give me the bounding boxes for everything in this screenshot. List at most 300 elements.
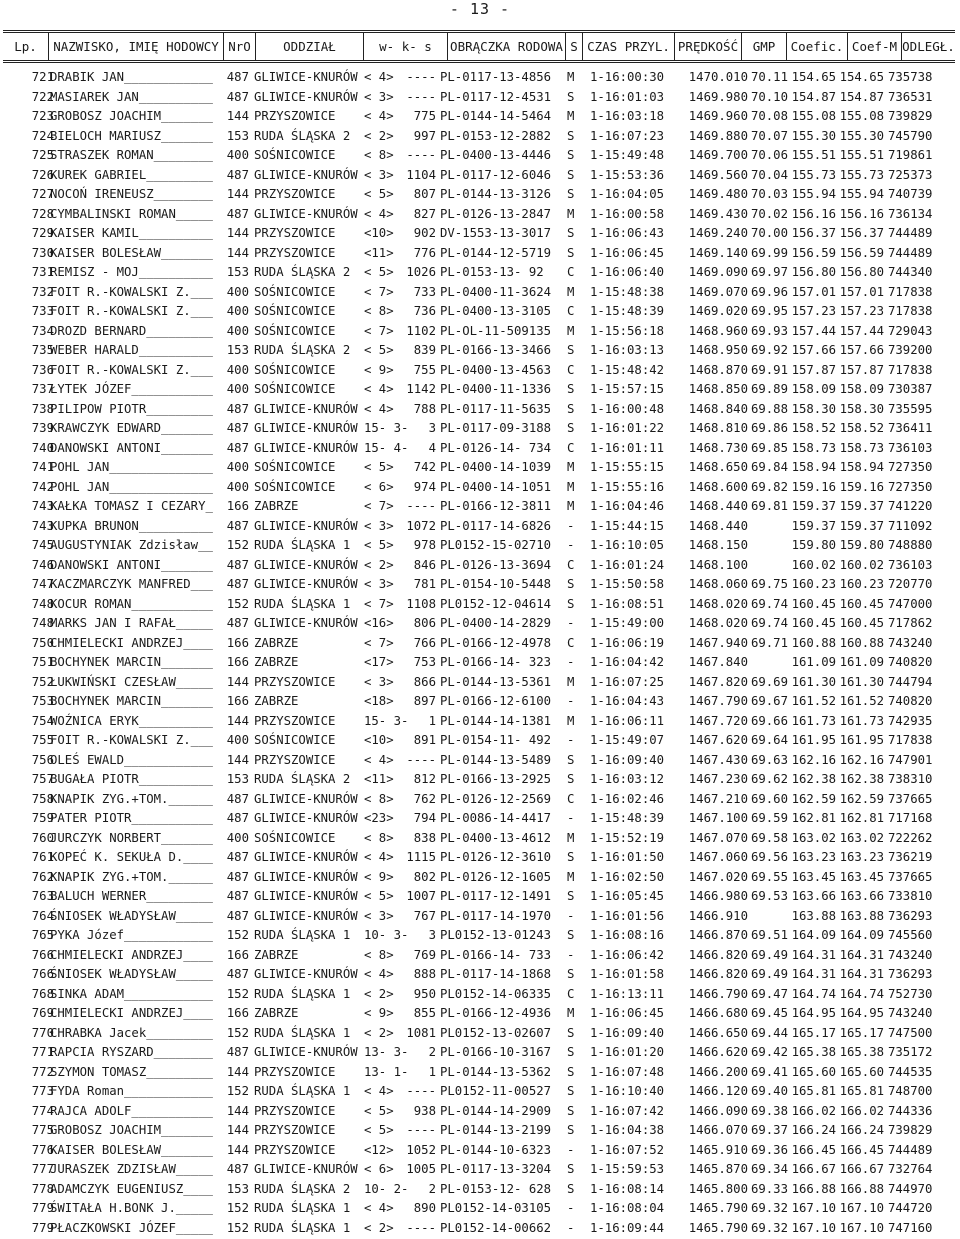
cell-lp: 733 — [31, 304, 54, 318]
cell-name: AUGUSTYNIAK Zdzisław__ — [50, 538, 213, 552]
cell-ring-prefix: 733 — [413, 284, 436, 299]
cell-gmp: 69.58 — [750, 830, 788, 845]
cell-ring: PL-0117-14-1970 — [440, 908, 552, 923]
cell-gmp: 69.84 — [750, 460, 788, 474]
cell-wks: 15- 4- — [364, 440, 409, 455]
table-row — [0, 244, 960, 264]
cell-arrival: 1-16:01:56 — [590, 908, 665, 923]
cell-distance: 720770 — [888, 577, 933, 591]
cell-coef-m: 157.44 — [839, 323, 884, 338]
cell-nro: 487 — [226, 967, 249, 981]
cell-nro: 153 — [226, 343, 249, 357]
table-row — [0, 1180, 960, 1200]
cell-sex: - — [567, 1142, 575, 1157]
cell-arrival: 1-15:49:07 — [590, 733, 665, 747]
cell-name: WEBER HARALD__________ — [50, 343, 213, 357]
cell-arrival: 1-16:13:11 — [590, 986, 665, 1001]
cell-nro: 152 — [226, 986, 249, 1001]
cell-speed: 1469.140 — [688, 245, 748, 260]
header-gmp: GMP — [741, 33, 786, 60]
cell-coefic: 158.30 — [791, 401, 836, 416]
cell-name: OLEŚ EWALD____________ — [50, 752, 213, 767]
cell-ring-prefix: 1026 — [406, 265, 436, 279]
cell-arrival: 1-16:01:24 — [590, 557, 665, 572]
cell-lp: 745 — [31, 538, 54, 552]
cell-ring: PL-OL-11-509135 — [440, 323, 552, 338]
cell-branch: PRZYSZOWICE — [254, 674, 336, 689]
table-row — [0, 634, 960, 654]
cell-nro: 152 — [226, 1084, 249, 1098]
cell-nro: 153 — [226, 265, 249, 279]
cell-sex: C — [567, 986, 575, 1001]
cell-sex: - — [567, 655, 575, 669]
cell-speed: 1466.090 — [688, 1103, 748, 1118]
cell-branch: RUDA ŚLĄSKA 1 — [254, 1084, 351, 1098]
cell-lp: 756 — [31, 752, 54, 767]
cell-lp: 762 — [31, 869, 54, 884]
cell-distance: 743240 — [888, 635, 933, 650]
cell-wks: < 3> — [364, 674, 394, 689]
cell-wks: <11> — [364, 245, 394, 260]
header-sex: S — [565, 33, 582, 60]
cell-gmp — [748, 517, 788, 537]
cell-ring: PL0152-14-00662 — [440, 1220, 552, 1235]
cell-name: BALUCH WERNER_________ — [50, 889, 213, 903]
cell-coefic: 159.80 — [791, 538, 836, 552]
cell-sex: S — [567, 1064, 575, 1079]
cell-wks: 15- 3- — [364, 421, 409, 435]
cell-nro: 152 — [226, 538, 249, 552]
cell-coefic: 163.45 — [791, 869, 836, 884]
cell-coefic: 166.88 — [791, 1181, 836, 1196]
cell-lp: 759 — [31, 811, 54, 825]
table-row — [0, 517, 960, 537]
cell-arrival: 1-16:04:46 — [590, 499, 665, 513]
cell-sex: S — [567, 850, 575, 864]
cell-ring-prefix: 1 — [428, 1064, 436, 1079]
cell-distance: 737665 — [888, 791, 933, 806]
cell-ring: PL-0154-10-5448 — [440, 577, 552, 591]
cell-branch: ZABRZE — [254, 1006, 299, 1020]
cell-ring-prefix: 855 — [413, 1006, 436, 1020]
cell-distance: 744489 — [888, 245, 933, 260]
cell-lp: 757 — [31, 772, 54, 786]
cell-coefic: 156.59 — [791, 245, 836, 260]
cell-lp: 752 — [31, 674, 54, 689]
cell-nro: 487 — [226, 1045, 249, 1059]
cell-branch: RUDA ŚLĄSKA 1 — [254, 928, 351, 942]
cell-coef-m: 158.52 — [839, 421, 884, 435]
cell-lp: 732 — [31, 284, 54, 299]
cell-coefic: 160.45 — [791, 596, 836, 611]
cell-name: FOIT R.-KOWALSKI Z.___ — [50, 362, 213, 377]
cell-gmp: 69.93 — [750, 323, 788, 338]
cell-arrival: 1-16:06:45 — [590, 245, 665, 260]
cell-speed: 1466.870 — [688, 928, 748, 942]
cell-coef-m: 157.23 — [839, 304, 884, 318]
cell-branch: SOŚNICOWICE — [254, 460, 336, 474]
cell-name: CHMIELECKI ANDRZEJ____ — [50, 1006, 213, 1020]
cell-speed: 1469.070 — [688, 284, 748, 299]
cell-speed: 1467.720 — [688, 713, 748, 728]
cell-gmp: 69.66 — [750, 713, 788, 728]
table-row — [0, 536, 960, 556]
cell-ring: PL-0117-09-3188 — [440, 421, 552, 435]
cell-ring-prefix: 938 — [413, 1103, 436, 1118]
cell-wks: <16> — [364, 616, 394, 630]
cell-arrival: 1-15:49:00 — [590, 616, 665, 630]
cell-sex: - — [567, 1220, 575, 1235]
cell-speed: 1466.820 — [688, 947, 748, 962]
cell-ring-prefix: 902 — [413, 226, 436, 240]
cell-wks: < 5> — [364, 1123, 394, 1137]
table-row — [0, 1043, 960, 1063]
table-row — [0, 829, 960, 849]
cell-wks: < 9> — [364, 1006, 394, 1020]
cell-gmp: 69.41 — [750, 1064, 788, 1079]
cell-coef-m: 164.95 — [839, 1006, 884, 1020]
cell-lp: 750 — [31, 635, 54, 650]
table-row — [0, 458, 960, 478]
cell-speed: 1466.910 — [688, 908, 748, 923]
cell-speed: 1466.620 — [688, 1045, 748, 1059]
cell-branch: PRZYSZOWICE — [254, 1103, 336, 1118]
cell-wks: 13- 1- — [364, 1064, 409, 1079]
cell-gmp: 69.32 — [750, 1201, 788, 1215]
cell-branch: RUDA ŚLĄSKA 1 — [254, 1025, 351, 1040]
cell-nro: 144 — [226, 1064, 249, 1079]
cell-speed: 1466.650 — [688, 1025, 748, 1040]
cell-arrival: 1-15:49:48 — [590, 148, 665, 162]
cell-nro: 152 — [226, 928, 249, 942]
cell-distance: 735172 — [888, 1045, 933, 1059]
cell-sex: S — [567, 89, 575, 104]
cell-gmp: 70.07 — [750, 128, 788, 143]
table-row — [0, 965, 960, 985]
cell-gmp: 70.03 — [750, 187, 788, 201]
cell-branch: PRZYSZOWICE — [254, 109, 336, 123]
cell-ring: PL-0117-12-4531 — [440, 89, 552, 104]
cell-arrival: 1-15:57:15 — [590, 382, 665, 396]
cell-lp: 741 — [31, 460, 54, 474]
cell-distance: 736293 — [888, 967, 933, 981]
cell-distance: 741220 — [888, 499, 933, 513]
table-row — [0, 419, 960, 439]
cell-branch: GLIWICE-KNURÓW — [254, 577, 358, 591]
cell-nro: 487 — [226, 401, 249, 416]
cell-gmp: 69.86 — [750, 421, 788, 435]
header-coefic: Coefic. — [786, 33, 847, 60]
cell-ring-prefix: 1 — [428, 713, 436, 728]
cell-ring-prefix: ---- — [406, 499, 436, 513]
cell-wks: 10- 3- — [364, 928, 409, 942]
cell-arrival: 1-16:09:44 — [590, 1220, 665, 1235]
cell-ring-prefix: 827 — [413, 206, 436, 221]
cell-ring-prefix: 788 — [413, 401, 436, 416]
cell-coefic: 157.87 — [791, 362, 836, 377]
cell-distance: 745560 — [888, 928, 933, 942]
table-row — [0, 478, 960, 498]
cell-distance: 744340 — [888, 265, 933, 279]
cell-wks: < 4> — [364, 401, 394, 416]
cell-lp: 743 — [31, 499, 54, 513]
table-row — [0, 770, 960, 790]
cell-branch: PRZYSZOWICE — [254, 752, 336, 767]
cell-coefic: 162.16 — [791, 752, 836, 767]
cell-branch: RUDA ŚLĄSKA 1 — [254, 986, 351, 1001]
cell-ring-prefix: 891 — [413, 733, 436, 747]
cell-lp: 755 — [31, 733, 54, 747]
cell-wks: < 7> — [364, 323, 394, 338]
cell-ring-prefix: 866 — [413, 674, 436, 689]
cell-coef-m: 163.45 — [839, 869, 884, 884]
cell-name: SINKA ADAM____________ — [50, 986, 213, 1001]
cell-name: JURCZYK NORBERT_______ — [50, 830, 213, 845]
cell-arrival: 1-16:01:58 — [590, 967, 665, 981]
cell-name: GROBOSZ JOACHIM_______ — [50, 1123, 213, 1137]
cell-nro: 400 — [226, 830, 249, 845]
cell-gmp: 69.88 — [750, 401, 788, 416]
cell-speed: 1466.680 — [688, 1006, 748, 1020]
cell-coef-m: 157.87 — [839, 362, 884, 377]
cell-branch: GLIWICE-KNURÓW — [254, 791, 358, 806]
cell-name: JURASZEK ZDZISŁAW_____ — [50, 1162, 213, 1176]
cell-speed: 1467.060 — [688, 850, 748, 864]
cell-nro: 144 — [226, 109, 249, 123]
cell-wks: < 7> — [364, 499, 394, 513]
cell-name: KOCUR ROMAN___________ — [50, 596, 213, 611]
cell-coef-m: 160.45 — [839, 616, 884, 630]
cell-ring-prefix: ---- — [406, 148, 436, 162]
cell-name: DANOWSKI ANTONI_______ — [50, 557, 213, 572]
cell-ring-prefix: 781 — [413, 577, 436, 591]
cell-ring: PL-0144-13-3126 — [440, 187, 552, 201]
cell-arrival: 1-16:07:42 — [590, 1103, 665, 1118]
cell-speed: 1468.650 — [688, 460, 748, 474]
cell-sex: S — [567, 889, 575, 903]
cell-arrival: 1-15:44:15 — [590, 518, 665, 533]
cell-name: PŁACZKOWSKI JÓZEF_____ — [50, 1220, 213, 1235]
cell-branch: GLIWICE-KNURÓW — [254, 908, 358, 923]
cell-coefic: 157.01 — [791, 284, 836, 299]
cell-coef-m: 157.01 — [839, 284, 884, 299]
cell-arrival: 1-16:07:48 — [590, 1064, 665, 1079]
cell-branch: GLIWICE-KNURÓW — [254, 421, 358, 435]
cell-distance: 744970 — [888, 1181, 933, 1196]
cell-coefic: 165.81 — [791, 1084, 836, 1098]
cell-ring-prefix: 769 — [413, 947, 436, 962]
cell-ring-prefix: ---- — [406, 89, 436, 104]
cell-nro: 152 — [226, 1025, 249, 1040]
cell-distance: 736219 — [888, 850, 933, 864]
cell-branch: GLIWICE-KNURÓW — [254, 967, 358, 981]
cell-speed: 1467.020 — [688, 869, 748, 884]
cell-coefic: 162.38 — [791, 772, 836, 786]
cell-coef-m: 154.87 — [839, 89, 884, 104]
cell-coefic: 159.37 — [791, 518, 836, 533]
cell-ring: PL-0400-11-3624 — [440, 284, 552, 299]
cell-distance: 736293 — [888, 908, 933, 923]
cell-name: SZYMON TOMASZ_________ — [50, 1064, 213, 1079]
cell-wks: <23> — [364, 811, 394, 825]
cell-coefic: 154.65 — [791, 70, 836, 84]
cell-ring: PL-0126-13-2847 — [440, 206, 552, 221]
cell-sex: - — [567, 947, 575, 962]
cell-sex: M — [567, 499, 575, 513]
cell-ring: PL-0126-13-3694 — [440, 557, 552, 572]
cell-lp: 725 — [31, 148, 54, 162]
cell-nro: 487 — [226, 908, 249, 923]
cell-speed: 1468.600 — [688, 479, 748, 494]
cell-coefic: 164.09 — [791, 928, 836, 942]
cell-arrival: 1-15:48:39 — [590, 304, 665, 318]
cell-nro: 144 — [226, 1123, 249, 1137]
cell-ring: PL-0153-12-2882 — [440, 128, 552, 143]
table-row — [0, 302, 960, 322]
cell-distance: 735595 — [888, 401, 933, 416]
cell-coef-m: 160.02 — [839, 557, 884, 572]
cell-arrival: 1-16:05:45 — [590, 889, 665, 903]
cell-distance: 736411 — [888, 421, 933, 435]
cell-nro: 166 — [226, 655, 249, 669]
cell-sex: - — [567, 1201, 575, 1215]
cell-coefic: 155.94 — [791, 187, 836, 201]
cell-ring: PL-0166-14- 323 — [440, 655, 552, 669]
cell-distance: 744336 — [888, 1103, 933, 1118]
cell-nro: 487 — [226, 577, 249, 591]
cell-nro: 487 — [226, 89, 249, 104]
cell-distance: 727350 — [888, 479, 933, 494]
cell-distance: 738310 — [888, 772, 933, 786]
cell-wks: < 2> — [364, 1220, 394, 1235]
cell-speed: 1469.880 — [688, 128, 748, 143]
cell-branch: SOŚNICOWICE — [254, 382, 336, 396]
cell-name: STRASZEK ROMAN________ — [50, 148, 213, 162]
cell-arrival: 1-16:01:20 — [590, 1045, 665, 1059]
cell-coef-m: 158.73 — [839, 440, 884, 455]
cell-speed: 1468.960 — [688, 323, 748, 338]
cell-gmp: 69.45 — [750, 1006, 788, 1020]
cell-arrival: 1-16:06:43 — [590, 226, 665, 240]
cell-ring-prefix: 846 — [413, 557, 436, 572]
cell-distance: 743240 — [888, 947, 933, 962]
cell-wks: < 5> — [364, 187, 394, 201]
cell-wks: < 8> — [364, 791, 394, 806]
cell-coef-m: 156.16 — [839, 206, 884, 221]
cell-ring-prefix: 1104 — [406, 167, 436, 182]
cell-distance: 730387 — [888, 382, 933, 396]
cell-coefic: 165.38 — [791, 1045, 836, 1059]
cell-nro: 487 — [226, 421, 249, 435]
cell-ring: PL-0086-14-4417 — [440, 811, 552, 825]
cell-arrival: 1-16:06:42 — [590, 947, 665, 962]
cell-sex: S — [567, 772, 575, 786]
cell-ring: PL0152-13-02607 — [440, 1025, 552, 1040]
cell-arrival: 1-16:01:03 — [590, 89, 665, 104]
cell-sex: M — [567, 284, 575, 299]
cell-speed: 1469.240 — [688, 226, 748, 240]
cell-branch: RUDA ŚLĄSKA 2 — [254, 1181, 351, 1196]
cell-arrival: 1-16:08:04 — [590, 1201, 665, 1215]
cell-nro: 144 — [226, 713, 249, 728]
cell-sex: C — [567, 304, 575, 318]
cell-gmp: 69.44 — [750, 1025, 788, 1040]
cell-ring-prefix: ---- — [406, 752, 436, 767]
cell-gmp: 70.08 — [750, 109, 788, 123]
cell-distance: 739829 — [888, 1123, 933, 1137]
cell-gmp: 69.36 — [750, 1142, 788, 1157]
cell-gmp: 69.56 — [750, 850, 788, 864]
cell-ring: PL-0126-12-1605 — [440, 869, 552, 884]
cell-lp: 747 — [31, 577, 54, 591]
cell-lp: 771 — [31, 1045, 54, 1059]
cell-speed: 1468.020 — [688, 616, 748, 630]
cell-nro: 166 — [226, 1006, 249, 1020]
table-row — [0, 673, 960, 693]
cell-wks: < 4> — [364, 70, 394, 84]
cell-branch: SOŚNICOWICE — [254, 304, 336, 318]
cell-nro: 153 — [226, 1181, 249, 1196]
cell-nro: 166 — [226, 694, 249, 708]
cell-arrival: 1-15:50:58 — [590, 577, 665, 591]
cell-ring-prefix: 762 — [413, 791, 436, 806]
cell-coefic: 162.81 — [791, 811, 836, 825]
cell-arrival: 1-16:01:22 — [590, 421, 665, 435]
cell-sex: S — [567, 187, 575, 201]
table-row — [0, 205, 960, 225]
cell-wks: < 7> — [364, 596, 394, 611]
cell-lp: 754 — [31, 713, 54, 728]
cell-gmp: 69.69 — [750, 674, 788, 689]
cell-nro: 400 — [226, 284, 249, 299]
cell-ring: PL-0144-10-6323 — [440, 1142, 552, 1157]
cell-coefic: 166.67 — [791, 1162, 836, 1176]
cell-nro: 400 — [226, 362, 249, 377]
cell-ring-prefix: 753 — [413, 655, 436, 669]
cell-ring: PL-0400-13-4446 — [440, 148, 552, 162]
cell-ring: PL-0117-13-3204 — [440, 1162, 552, 1176]
cell-branch: SOŚNICOWICE — [254, 733, 336, 747]
cell-lp: 748 — [31, 616, 54, 630]
cell-sex: S — [567, 1123, 575, 1137]
cell-lp: 722 — [31, 89, 54, 104]
cell-gmp: 70.04 — [750, 167, 788, 182]
cell-distance: 736103 — [888, 440, 933, 455]
cell-coefic: 166.24 — [791, 1123, 836, 1137]
cell-nro: 144 — [226, 187, 249, 201]
cell-gmp: 69.99 — [750, 245, 788, 260]
cell-gmp — [748, 556, 788, 576]
cell-wks: < 3> — [364, 89, 394, 104]
cell-sex: M — [567, 674, 575, 689]
cell-ring-prefix: 890 — [413, 1201, 436, 1215]
cell-branch: ZABRZE — [254, 499, 299, 513]
cell-wks: <17> — [364, 655, 394, 669]
cell-lp: 773 — [31, 1084, 54, 1098]
cell-nro: 144 — [226, 752, 249, 767]
table-row — [0, 887, 960, 907]
cell-coef-m: 162.59 — [839, 791, 884, 806]
table-row — [0, 68, 960, 88]
cell-ring-prefix: 1005 — [406, 1162, 436, 1176]
cell-coefic: 163.66 — [791, 889, 836, 903]
cell-gmp: 69.51 — [750, 928, 788, 942]
cell-gmp: 70.00 — [750, 226, 788, 240]
cell-ring-prefix: 775 — [413, 109, 436, 123]
cell-lp: 772 — [31, 1064, 54, 1079]
cell-coef-m: 155.30 — [839, 128, 884, 143]
cell-name: DANOWSKI ANTONI_______ — [50, 440, 213, 455]
